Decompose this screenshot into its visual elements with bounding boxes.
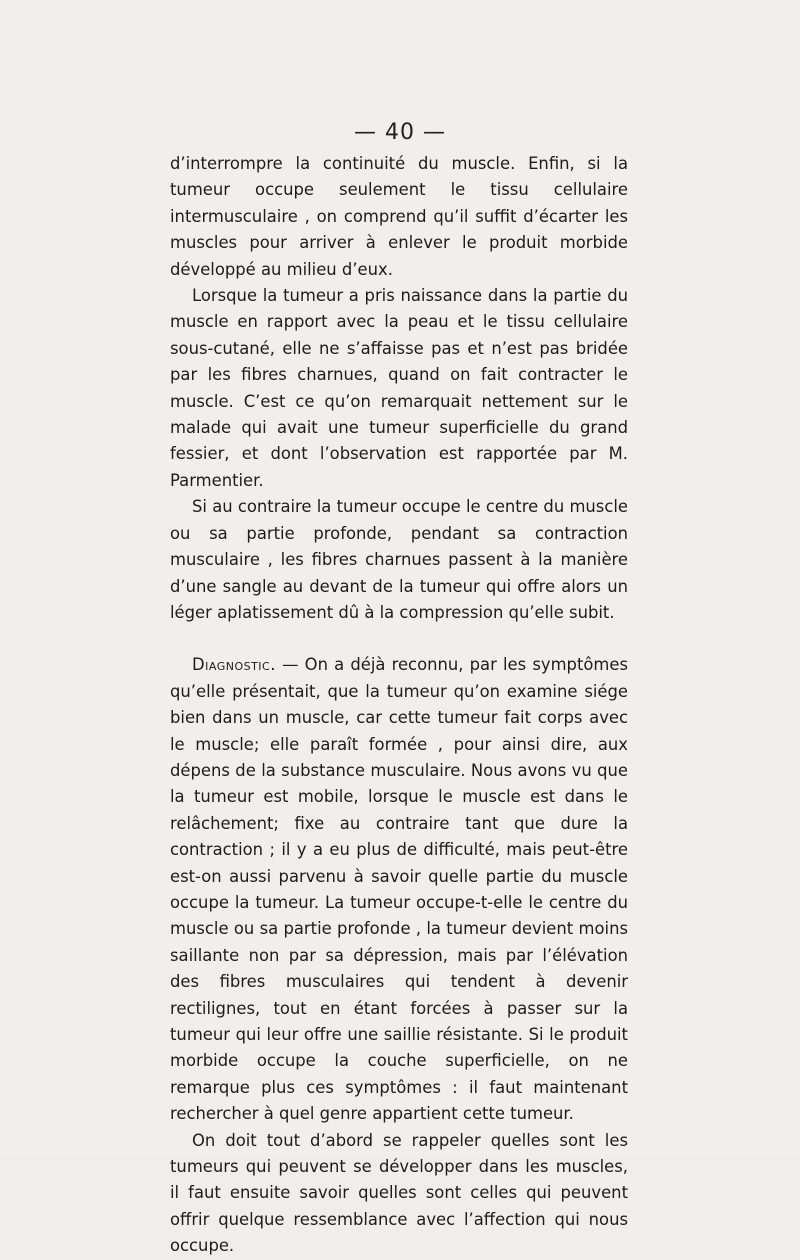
paragraph-deep-tumor: Si au contraire la tumeur occupe le centre du muscle ou sa partie profonde, pendant sa contraction musculaire , les fibres charnues passent à la manière d’une sangle au devant de la tumeur qui offre alors un léger aplatissement dû à la compression qu’elle subit. xyxy=(170,497,628,622)
section-heading-diagnostic: Diagnostic. xyxy=(192,655,276,675)
body-text xyxy=(170,151,628,1260)
paragraph-superficial-tumor: Lorsque la tumeur a pris naissance dans la partie du muscle en rapport avec la peau et le tissu cellulaire sous-cutané, elle ne s’affaisse pas et n’est pas bridée par les fibres charnues, quand on fait contracter le muscle. C’est ce qu’on remarquait nettement sur le malade qui avait une tumeur superficielle du grand fessier, et dont l’observation est rapportée par M. Parmentier. xyxy=(170,286,628,490)
diagnostic-text: — On a déjà reconnu, par les symptômes qu’elle présentait, que la tumeur qu’on examine siége bien dans un muscle, car cette tumeur fait corps avec le muscle; elle paraît formée , pour ainsi dire, aux dépens de la substance musculaire. Nous avons vu que la tumeur est mobile, lorsque le muscle est dans le relâchement; fixe au contraire tant que dure la contraction ; il y a eu plus de difficulté, mais peut-être est-on aussi parvenu à savoir quelle partie du muscle occupe la tumeur. La tumeur occupe-t-elle le centre du muscle ou sa partie profonde , la tumeur devient moins saillante non par sa dépression, mais par l’élévation des fibres musculaires qui tendent à devenir rectilignes, tout en étant forcées à passer sur la tumeur qui leur offre une saillie résistante. Si le produit morbide occupe la couche superficielle, on ne remarque plus ces symptômes : il faut maintenant rechercher à quel genre appartient cette tumeur. xyxy=(170,655,628,1124)
paragraph-diagnostic xyxy=(170,652,628,1127)
paragraph-tumor-types: On doit tout d’abord se rappeler quelles sont les tumeurs qui peuvent se développer dans les muscles, il faut ensuite savoir quelles sont celles qui peuvent offrir quelque ressemblance avec l’affection qui nous occupe. xyxy=(170,1130,628,1256)
page-number: — 40 — xyxy=(354,120,446,145)
paragraph-continuation: d’interrompre la continuité du muscle. Enfin, si la tumeur occupe seulement le tissu cellulaire intermusculaire , on comprend qu’il suffit d’écarter les muscles pour arriver à enlever le produit morbide développé au milieu d’eux. xyxy=(170,154,628,279)
